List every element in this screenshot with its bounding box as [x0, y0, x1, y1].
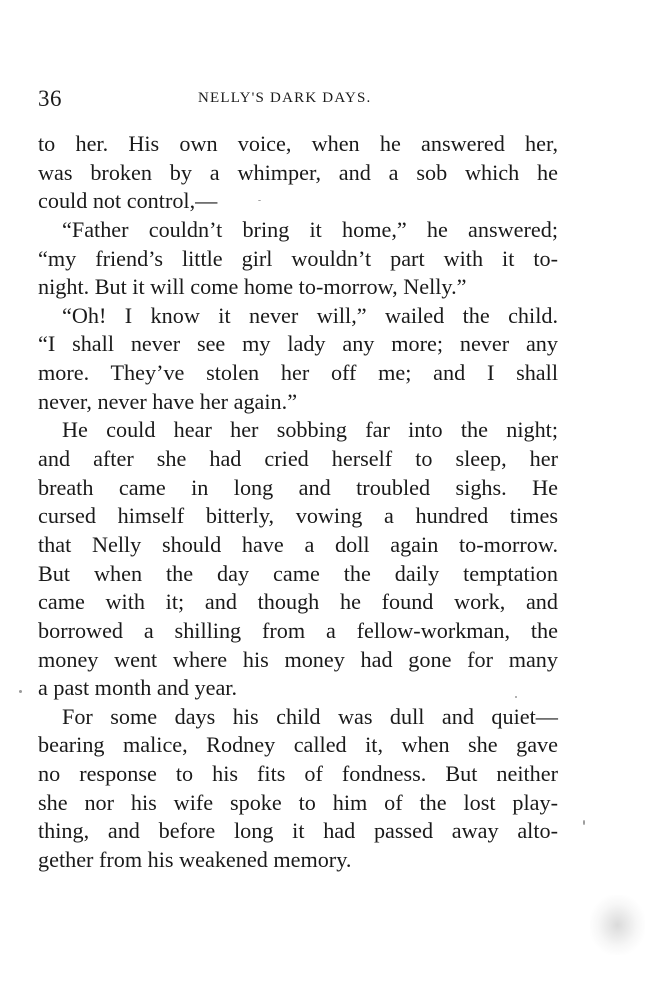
text-line: night. But it will come home to-morrow, Nelly.”	[38, 274, 467, 300]
text-line: came with it; and though he found work, and	[38, 589, 558, 615]
paper-smudge	[590, 895, 645, 955]
text-line: and after she had cried herself to sleep, her	[38, 446, 558, 472]
text-line: to her. His own voice, when he answered her,	[38, 131, 558, 156]
text-line: borrowed a shilling from a fellow-workman, the	[38, 617, 558, 643]
text-line: He could hear her sobbing far into the night;	[62, 417, 558, 443]
text-line: “Father couldn’t bring it home,” he answered;	[62, 216, 558, 242]
text-line: that Nelly should have a doll again to-morrow.	[38, 531, 558, 557]
text-line: could not control,—	[38, 188, 218, 214]
text-line: “my friend’s little girl wouldn’t part with it to-	[38, 245, 558, 271]
text-line: was broken by a whimper, and a sob which he	[38, 159, 558, 185]
text-line: cursed himself bitterly, vowing a hundred times	[38, 503, 558, 529]
text-line: no response to his fits of fondness. But neither	[38, 761, 558, 787]
text-line: For some days his child was dull and quiet—	[62, 703, 558, 729]
text-line: a past month and year.	[38, 675, 238, 701]
text-line: she nor his wife spoke to him of the lost play-	[38, 789, 558, 815]
text-line: more. They’ve stolen her off me; and I shall	[38, 360, 558, 386]
text-line: “Oh! I know it never will,” wailed the child.	[62, 302, 558, 328]
text-line: never, never have her again.”	[38, 388, 298, 414]
text-line: thing, and before long it had passed away alto-	[38, 818, 558, 844]
running-title: NELLY'S DARK DAYS.	[198, 90, 372, 106]
paper-speck	[583, 820, 585, 825]
page-number: 36	[38, 86, 62, 111]
text-line: money went where his money had gone for many	[38, 646, 558, 672]
paper-speck	[515, 696, 517, 698]
paper-speck	[19, 690, 22, 693]
text-line: gether from his weakened memory.	[38, 847, 352, 873]
body-text	[38, 130, 558, 875]
text-line: “I shall never see my lady any more; never any	[38, 331, 558, 357]
text-line: But when the day came the daily temptation	[38, 560, 558, 586]
text-line: bearing malice, Rodney called it, when she gave	[38, 732, 558, 758]
text-line: breath came in long and troubled sighs. He	[38, 474, 558, 500]
page-header	[38, 86, 558, 116]
paper-speck	[258, 200, 261, 201]
